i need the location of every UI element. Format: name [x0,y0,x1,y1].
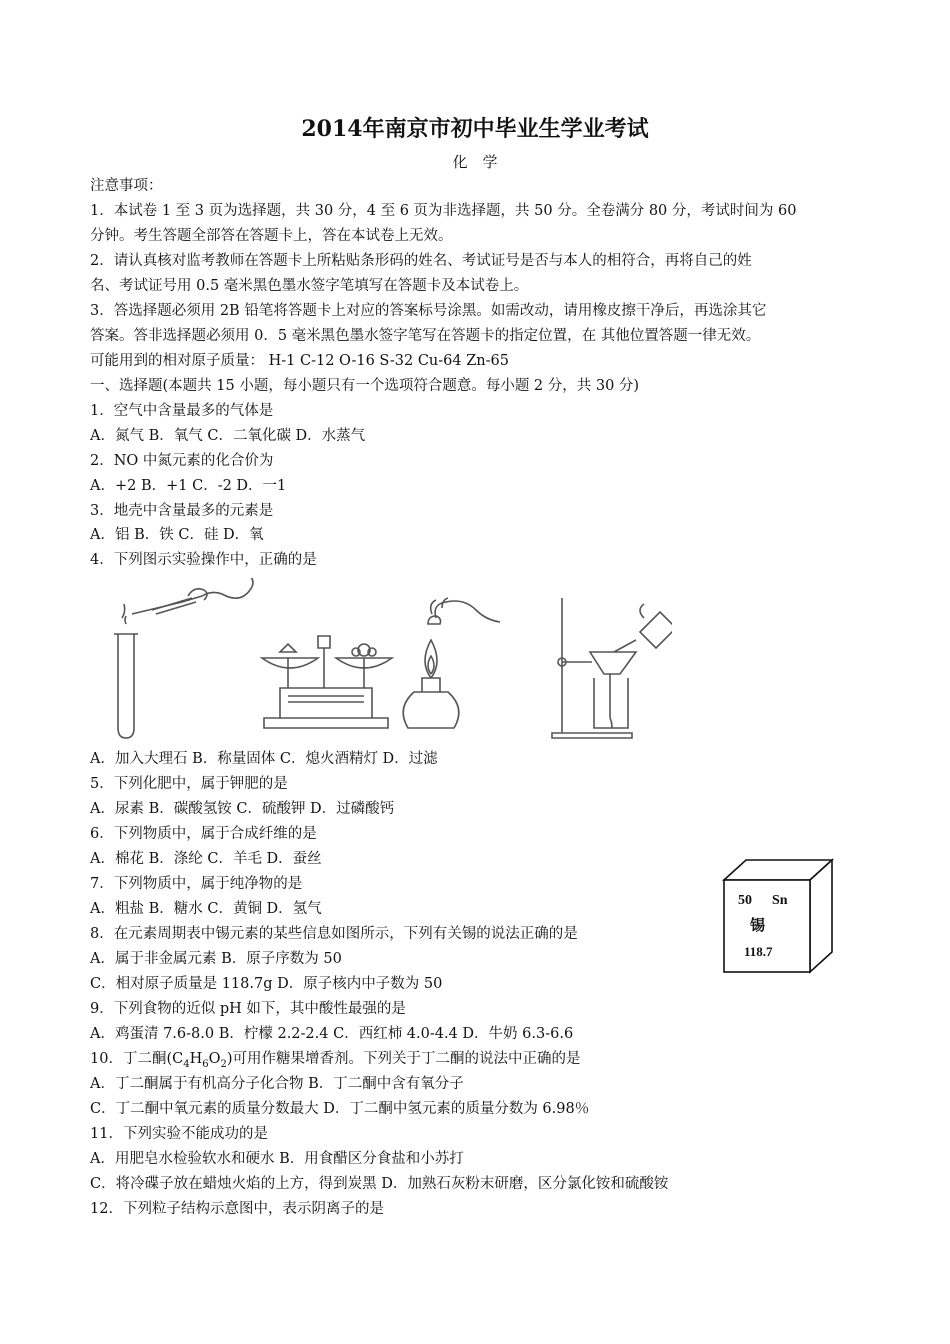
question-options: A．属于非金属元素 B．原子序数为 50 [90,951,342,967]
notice-line: 2．请认真核对监考教师在答题卡上所粘贴条形码的姓名、考试证号是否与本人的相符合，再将自己的姓 [90,253,752,269]
filtration-drawing [552,598,672,738]
element-symbol: Sn [772,893,788,908]
stem-part: O [208,1051,221,1067]
subscript: 6 [202,1058,209,1070]
section-heading: 一、选择题(本题共 15 小题，每小题只有一个选项符合题意。每小题 2 分，共 30 分) [90,378,640,394]
alcohol-lamp-drawing [403,598,500,728]
question-stem: 7．下列物质中，属于纯净物的是 [90,876,303,892]
question-stem: 8．在元素周期表中锡元素的某些信息如图所示，下列有关锡的说法正确的是 [90,926,578,942]
balance-drawing [262,636,392,728]
question-stem [90,1049,581,1075]
question-options: A．+2 B．+1 C．-2 D．一1 [90,478,287,494]
question-options: C．丁二酮中氧元素的质量分数最大 D．丁二酮中氢元素的质量分数为 6.98％ [90,1101,590,1117]
notice-line: 名、考试证号用 0.5 毫米黑色墨水签字笔填写在答题卡及本试卷上。 [90,278,529,294]
question-stem: 4．下列图示实验操作中，正确的是 [90,552,317,568]
notice-heading: 注意事项： [90,178,163,194]
question-options: A．粗盐 B．糖水 C．黄铜 D．氢气 [90,901,322,917]
test-tube-drawing [114,578,253,738]
subscript: 4 [183,1058,190,1070]
atomic-mass-line: 可能用到的相对原子质量： H-1 C-12 O-16 S-32 Cu-64 Zn-65 [90,353,509,369]
question-options: C．相对原子质量是 118.7g D．原子核内中子数为 50 [90,976,443,992]
question-options: A．丁二酮属于有机高分子化合物 B．丁二酮中含有氧分子 [90,1076,464,1092]
atomic-number: 50 [738,893,752,908]
question-options: A．棉花 B．涤纶 C．羊毛 D．蚕丝 [90,851,322,867]
notice-line: 分钟。考生答题全部答在答题卡上，答在本试卷上无效。 [90,228,453,244]
question-stem: 6．下列物质中，属于合成纤维的是 [90,826,317,842]
lab-operations-figure [92,578,672,743]
question-stem: 12．下列粒子结构示意图中，表示阴离子的是 [90,1201,384,1217]
relative-atomic-mass: 118.7 [744,944,773,959]
question-stem: 3．地壳中含量最多的元素是 [90,503,274,519]
notice-line: 答案。答非选择题必须用 0．5 毫米黑色墨水签字笔写在答题卡的指定位置，在 其他位置答题一律无效。 [90,328,761,344]
question-options: A．氮气 B．氧气 C．二氧化碳 D．水蒸气 [90,428,366,444]
question-options: C．将冷碟子放在蜡烛火焰的上方，得到炭黑 D．加熟石灰粉末研磨，区分氯化铵和硫酸铵 [90,1176,669,1192]
stem-part: )可用作糖果增香剂。下列关于丁二酮的说法中正确的是 [226,1051,581,1067]
exam-title: 2014年南京市初中毕业生学业考试 [301,116,649,142]
element-name: 锡 [750,918,766,934]
subject-label: 化 学 [452,153,498,171]
question-options: A．用肥皂水检验软水和硬水 B．用食醋区分食盐和小苏打 [90,1151,464,1167]
question-stem: 2．NO 中氮元素的化合价为 [90,453,274,469]
notice-line: 1．本试卷 1 至 3 页为选择题，共 30 分，4 至 6 页为非选择题，共 50 分。全卷满分 80 分，考试时间为 60 [90,203,797,219]
question-options: A．尿素 B．碳酸氢铵 C．硫酸钾 D．过磷酸钙 [90,801,395,817]
question-options: A．加入大理石 B．称量固体 C．熄火酒精灯 D．过滤 [90,751,438,767]
question-stem: 9．下列食物的近似 pH 如下，其中酸性最强的是 [90,1001,406,1017]
question-stem: 5．下列化肥中，属于钾肥的是 [90,776,288,792]
stem-part: H [189,1051,203,1067]
subscript: 2 [220,1058,227,1070]
question-stem: 1．空气中含量最多的气体是 [90,403,274,419]
question-options: A．铝 B．铁 C．硅 D．氧 [90,527,264,543]
notice-line: 3．答选择题必须用 2B 铅笔将答题卡上对应的答案标号涂黑。如需改动，请用橡皮擦干净后，再选涂其它 [90,303,767,319]
tin-element-card [722,858,834,976]
question-stem: 11．下列实验不能成功的是 [90,1126,268,1142]
stem-part: 10．丁二酮(C [90,1051,184,1067]
question-options: A．鸡蛋清 7.6-8.0 B．柠檬 2.2-2.4 C．西红柿 4.0-4.4 D．牛奶 6.3-6.6 [90,1026,574,1042]
